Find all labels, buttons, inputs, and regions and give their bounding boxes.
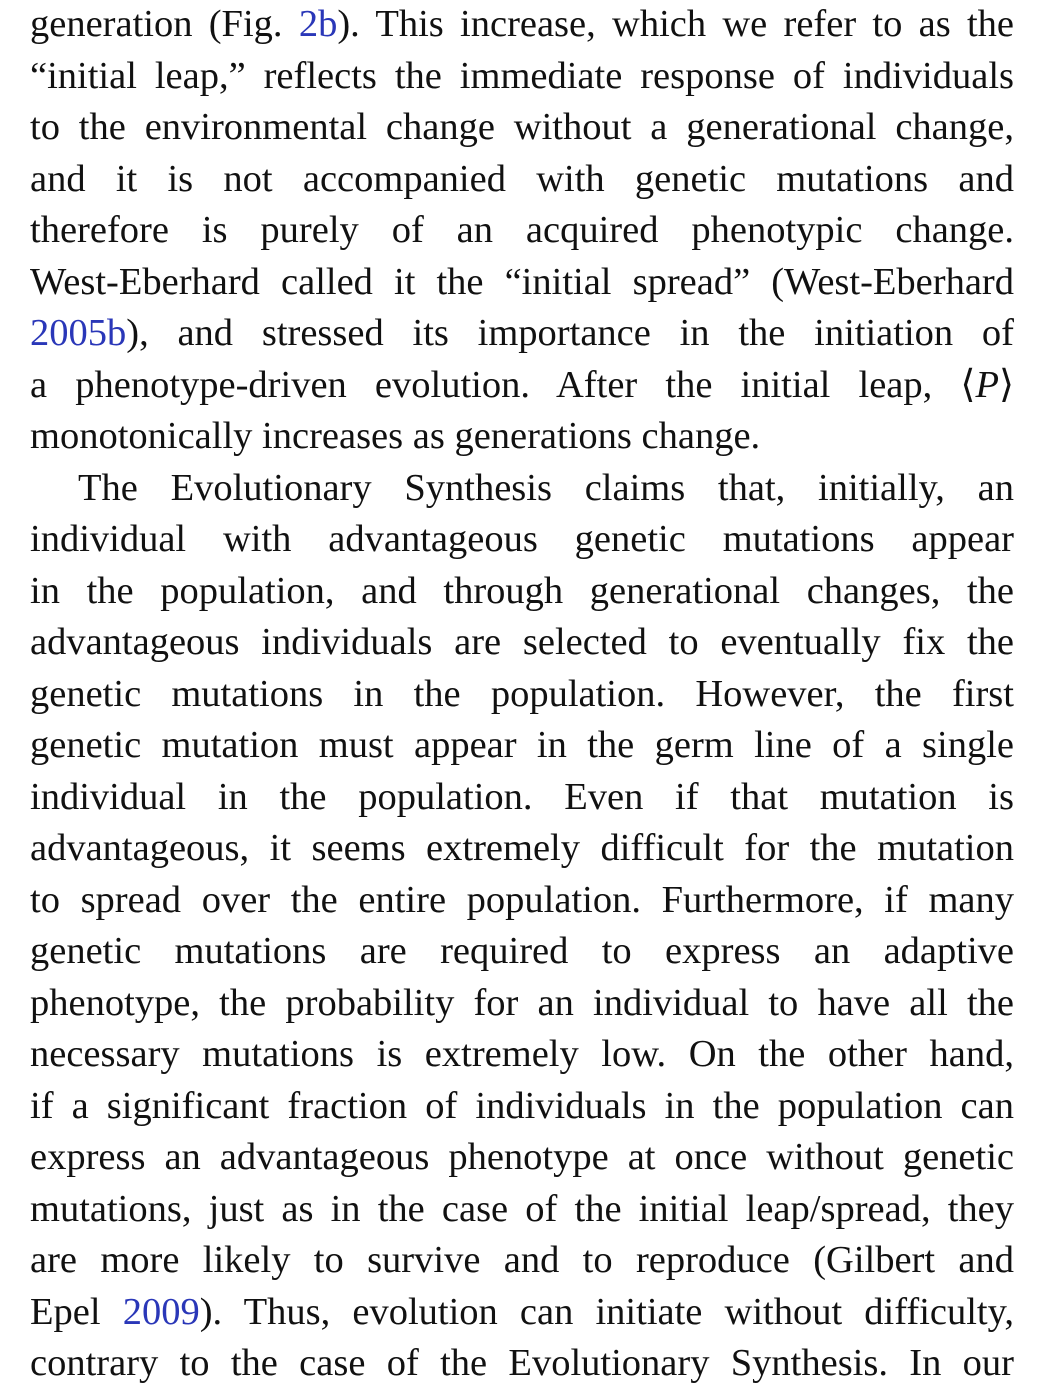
math-expression	[960, 364, 1014, 406]
text-line: The Evolutionary Synthesis claims that, initially, an	[78, 466, 1014, 509]
text-span: ). Thus, evolution can initiate without difficulty,	[199, 1290, 1014, 1333]
text-span: ). This increase, which we refer to as the	[337, 3, 1014, 45]
text-line: if a significant fraction of individuals in the population can	[30, 1084, 1014, 1127]
text-line: phenotype, the probability for an individual to have all the	[30, 981, 1014, 1024]
text-line: genetic mutation must appear in the germ line of a single	[30, 724, 1014, 766]
text-line	[30, 1287, 1014, 1339]
text-line: therefore is purely of an acquired phenotypic change.	[30, 209, 1014, 251]
text-line: mutations, just as in the case of the initial leap/spread, they	[30, 1187, 1014, 1230]
text-line: are more likely to survive and to reproduce (Gilbert and	[30, 1239, 1014, 1281]
text-line: individual with advantageous genetic mutations appear	[30, 518, 1014, 560]
text-line	[30, 308, 1014, 360]
text-line: West-Eberhard called it the “initial spread” (West-Eberhard	[30, 260, 1014, 303]
figure-link-2b[interactable]: 2b	[298, 3, 338, 45]
paragraph-2	[30, 463, 1014, 1390]
text-span: Epel	[30, 1290, 123, 1333]
math-bracket-open: ⟨	[960, 363, 976, 406]
text-line: “initial leap,” reflects the immediate response of individuals	[30, 54, 1014, 97]
text-line: and it is not accompanied with genetic mutations and	[30, 157, 1014, 200]
citation-link-2005b[interactable]: 2005b	[30, 312, 127, 354]
text-span: a phenotype-driven evolution. After the initial leap,	[30, 363, 961, 406]
text-line: to spread over the entire population. Furthermore, if many	[30, 878, 1014, 921]
text-line	[30, 360, 1014, 412]
citation-link-2009[interactable]: 2009	[122, 1290, 200, 1333]
text-line: express an advantageous phenotype at once without genetic	[30, 1136, 1014, 1178]
text-line	[30, 0, 1014, 51]
text-line: advantageous, it seems extremely difficult for the mutation	[30, 827, 1014, 869]
text-line: to the environmental change without a generational change,	[30, 106, 1014, 148]
text-line: individual in the population. Even if that mutation is	[30, 775, 1014, 818]
text-line: genetic mutations in the population. However, the first	[30, 672, 1014, 715]
math-bracket-close: ⟩	[998, 363, 1014, 406]
text-line: genetic mutations are required to express an adaptive	[30, 930, 1014, 972]
paper-page	[30, 0, 1014, 1396]
paragraph-1	[30, 0, 1014, 463]
text-span: ), and stressed its importance in the initiation of	[126, 312, 1014, 354]
text-span: generation (Fig.	[30, 3, 299, 45]
text-line: necessary mutations is extremely low. On the other hand,	[30, 1033, 1014, 1075]
text-line: monotonically increases as generations change.	[30, 415, 761, 457]
text-line: contrary to the case of the Evolutionary Synthesis. In our	[30, 1342, 1014, 1384]
text-line: advantageous individuals are selected to eventually fix the	[30, 621, 1014, 663]
math-variable: P	[975, 363, 999, 406]
text-line: in the population, and through generational changes, the	[30, 569, 1014, 612]
